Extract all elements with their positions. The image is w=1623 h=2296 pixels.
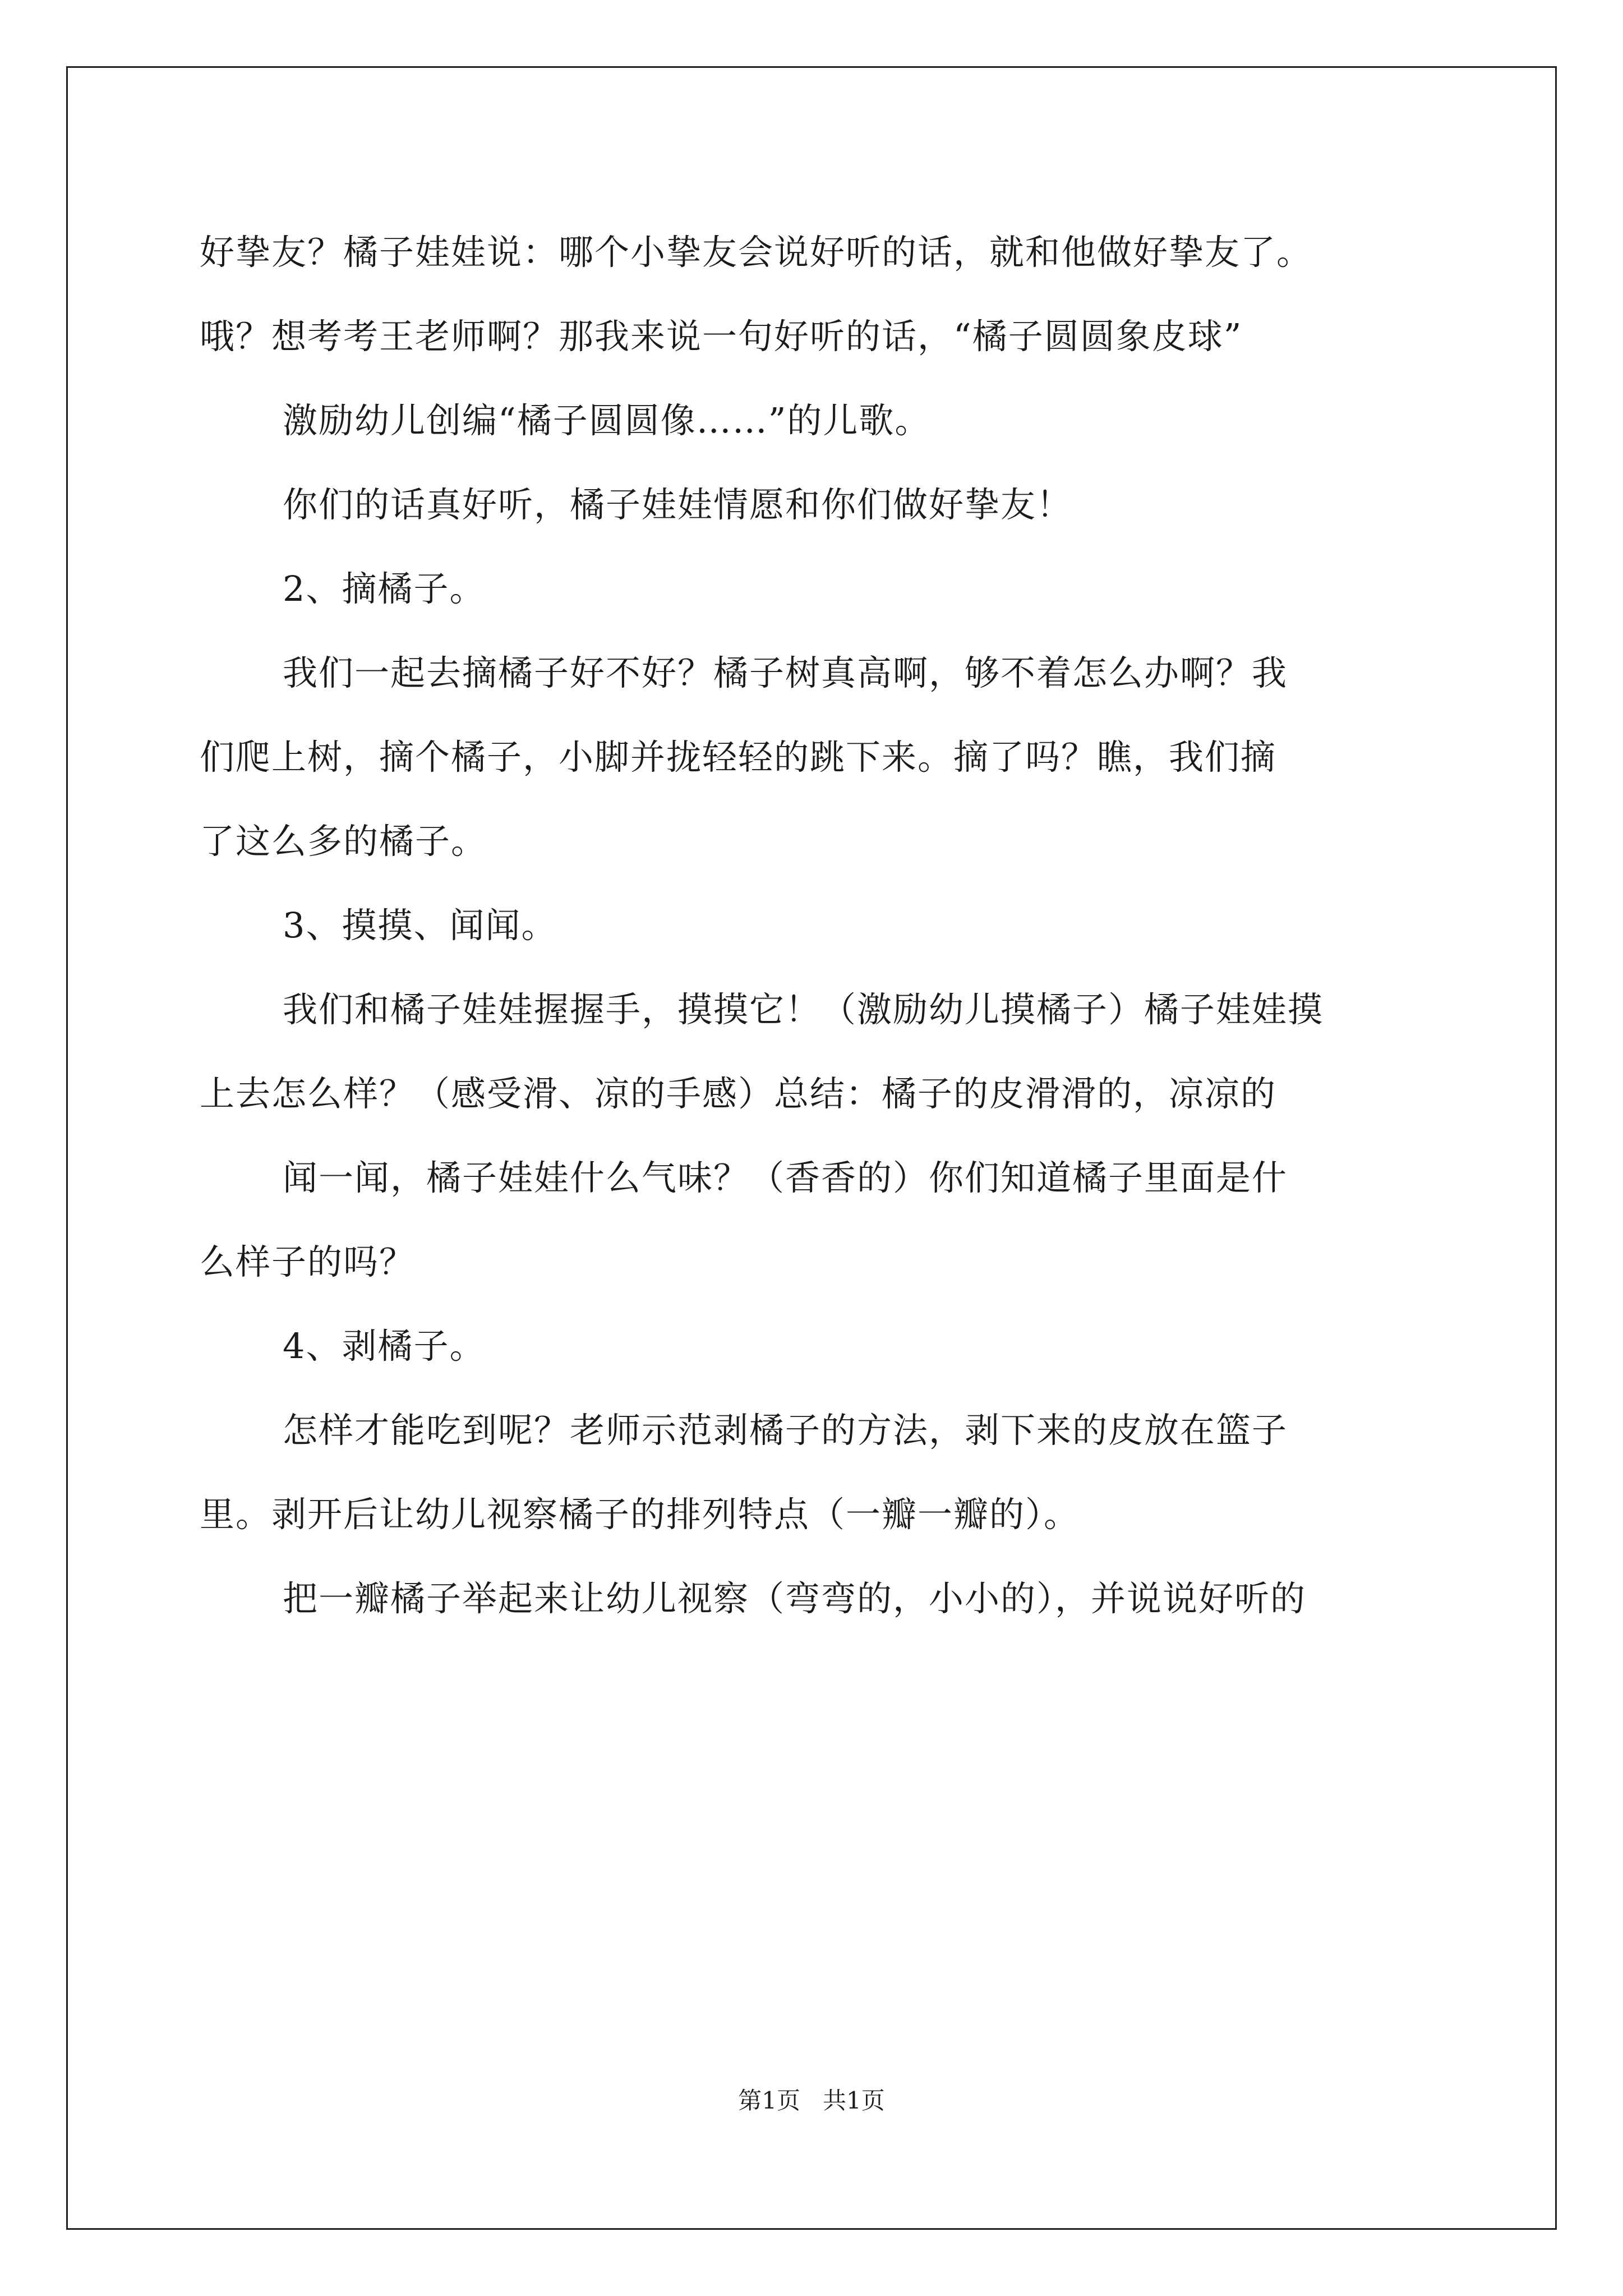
page-border [66,66,1557,2230]
body-text-line: 了这么多的橘子。 [200,821,487,862]
body-text-line: 上去怎么样？（感受滑、凉的手感）总结：橘子的皮滑滑的，凉凉的 [200,1073,1277,1114]
body-text-line: 哦？想考考王老师啊？那我来说一句好听的话，“橘子圆圆象皮球” [200,316,1243,357]
body-text-line: 闻一闻，橘子娃娃什么气味？（香香的）你们知道橘子里面是什 [283,1157,1288,1198]
body-text-line: 我们和橘子娃娃握握手，摸摸它！（激励幼儿摸橘子）橘子娃娃摸 [283,989,1324,1030]
section-heading: 4、剥橘子。 [283,1326,486,1366]
section-heading: 3、摸摸、闻闻。 [283,905,557,946]
body-text-line: 里。剥开后让幼儿视察橘子的排列特点（一瓣一瓣的）。 [200,1494,1080,1535]
body-text-line: 们爬上树，摘个橘子，小脚并拢轻轻的跳下来。摘了吗？瞧，我们摘 [200,737,1277,777]
body-text-line: 怎样才能吃到呢？老师示范剥橘子的方法，剥下来的皮放在篮子 [283,1410,1288,1451]
page-footer: 第1页 共1页 [738,2087,885,2114]
body-text-line: 把一瓣橘子举起来让幼儿视察（弯弯的，小小的），并说说好听的 [283,1578,1307,1619]
body-text-line: 我们一起去摘橘子好不好？橘子树真高啊，够不着怎么办啊？我 [283,652,1288,693]
body-text-line: 激励幼儿创编“橘子圆圆像……”的儿歌。 [283,400,931,441]
body-text-line: 么样子的吗？ [200,1241,416,1282]
section-heading: 2、摘橘子。 [283,568,486,609]
body-text-line: 好挚友？橘子娃娃说：哪个小挚友会说好听的话，就和他做好挚友了。 [200,232,1313,273]
body-text-line: 你们的话真好听，橘子娃娃情愿和你们做好挚友！ [283,484,1073,525]
